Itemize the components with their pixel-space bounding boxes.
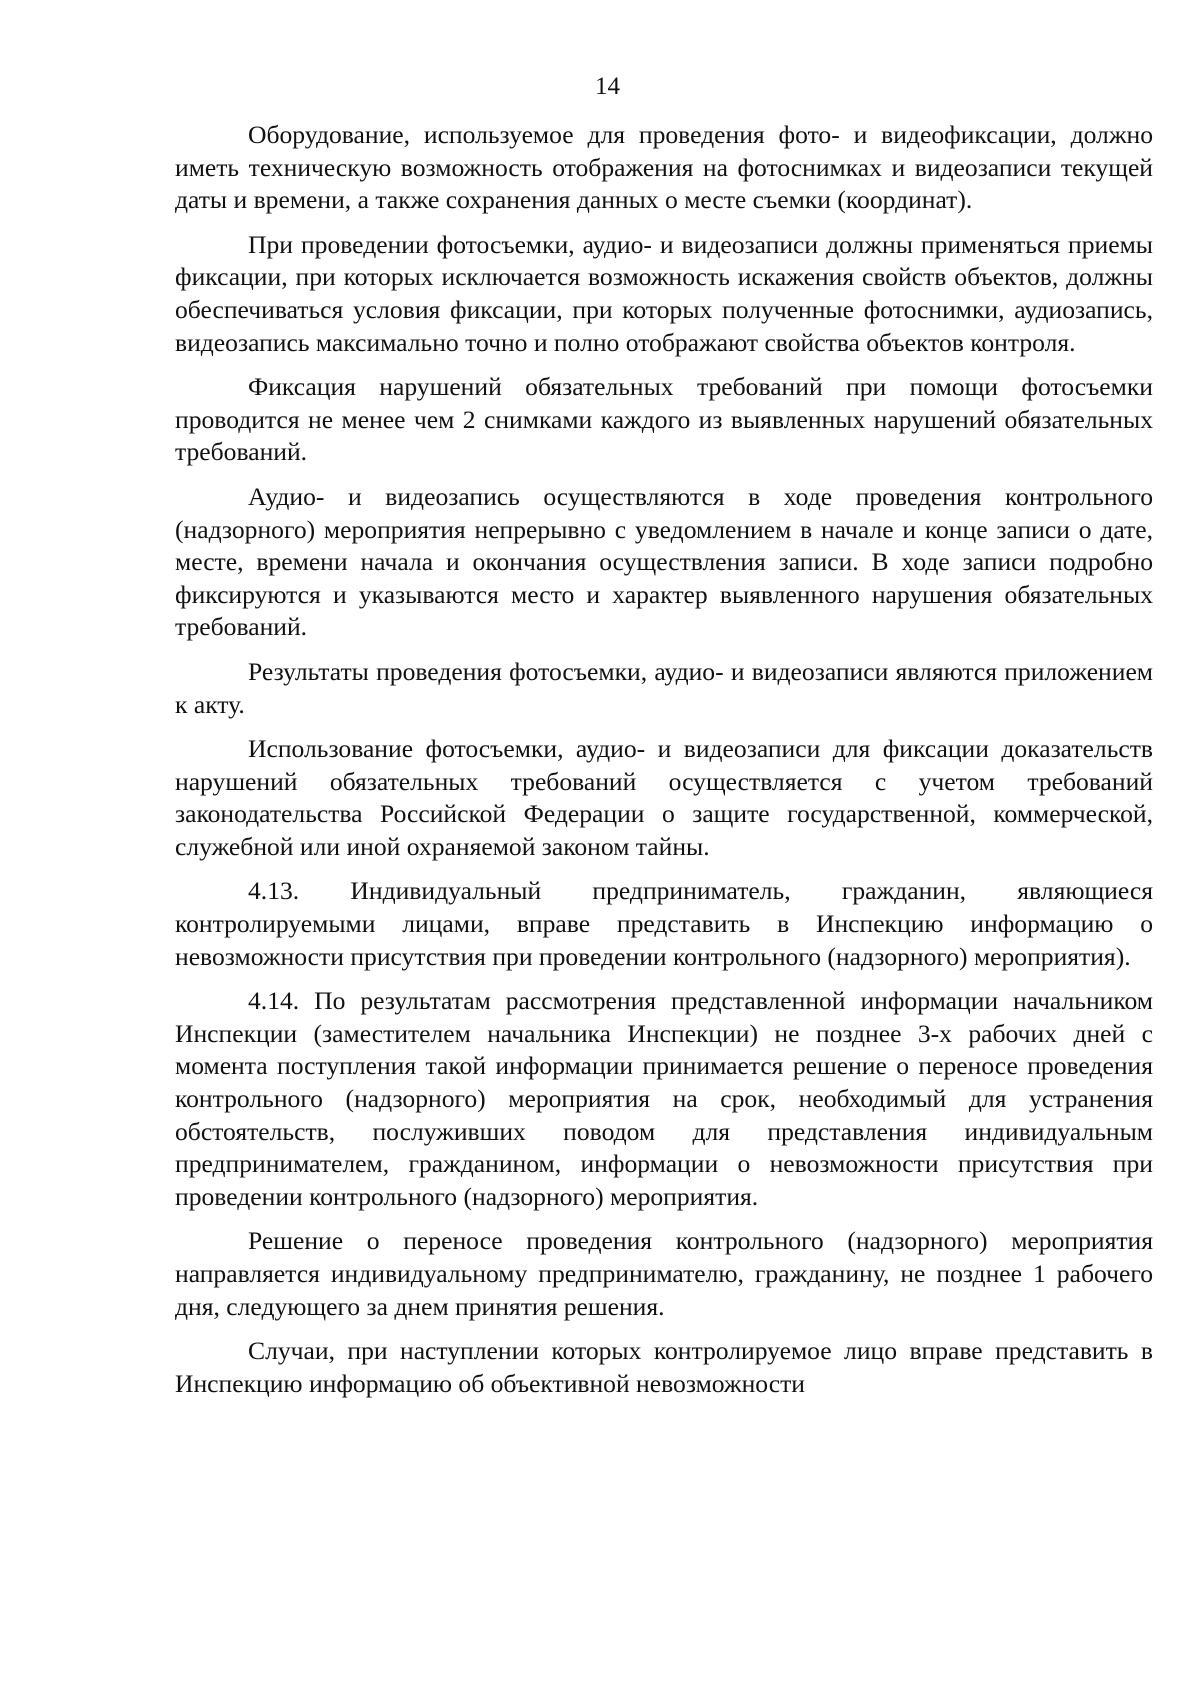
paragraph-secrecy-requirements: Использование фотосъемки, аудио- и видеозаписи для фиксации доказательств нарушений обязательных требований осуществляется с учетом требований законодательства Российской Федерации о защите государственной, коммерческой, служебной или иной охраняемой законом тайны. xyxy=(175,734,1153,861)
paragraph-clause-4-13: 4.13. Индивидуальный предприниматель, гражданин, являющиеся контролируемыми лицами, вправе представить в Инспекцию информацию о невозможности присутствия при проведении контрольного (надзорного) мероприятия). xyxy=(175,876,1153,971)
paragraph-photo-fixation-count: Фиксация нарушений обязательных требований при помощи фотосъемки проводится не менее чем 2 снимками каждого из выявленных нарушений обязательных требований. xyxy=(175,372,1153,467)
paragraph-audio-video-recording: Аудио- и видеозапись осуществляются в ходе проведения контрольного (надзорного) мероприятия непрерывно с уведомлением в начале и конце записи о дате, месте, времени начала и окончания осуществления записи. В ходе записи подробно фиксируются и указываются место и характер выявленного нарушения обязательных требований. xyxy=(175,481,1153,642)
document-body xyxy=(175,119,1153,1412)
paragraph-clause-4-14: 4.14. По результатам рассмотрения представленной информации начальником Инспекции (заместителем начальника Инспекции) не позднее 3-х рабочих дней с момента поступления такой информации принимается решение о переносе проведения контрольного (надзорного) мероприятия на срок, необходимый для устранения обстоятельств, послуживших поводом для представления индивидуальным предпринимателем, гражданином, информации о невозможности присутствия при проведении контрольного (надзорного) мероприятия. xyxy=(175,986,1153,1211)
paragraph-fixation-techniques: При проведении фотосъемки, аудио- и видеозаписи должны применяться приемы фиксации, при которых исключается возможность искажения свойств объектов, должны обеспечиваться условия фиксации, при которых полученные фотоснимки, аудиозапись, видеозапись максимально точно и полно отображают свойства объектов контроля. xyxy=(175,229,1153,357)
page-number: 14 xyxy=(595,73,620,100)
paragraph-results-appendix: Результаты проведения фотосъемки, аудио- и видеозаписи являются приложением к акту. xyxy=(175,656,1153,719)
paragraph-photo-video-equipment: Оборудование, используемое для проведения фото- и видеофиксации, должно иметь техническую возможность отображения на фотоснимках и видеозаписи текущей даты и времени, а также сохранения данных о месте съемки (координат). xyxy=(175,120,1153,215)
paragraph-cases-inability: Случаи, при наступлении которых контролируемое лицо вправе представить в Инспекцию информацию об объективной невозможности xyxy=(175,1336,1153,1398)
paragraph-postponement-decision: Решение о переносе проведения контрольного (надзорного) мероприятия направляется индивидуальному предпринимателю, гражданину, не позднее 1 рабочего дня, следующего за днем принятия решения. xyxy=(175,1226,1153,1321)
